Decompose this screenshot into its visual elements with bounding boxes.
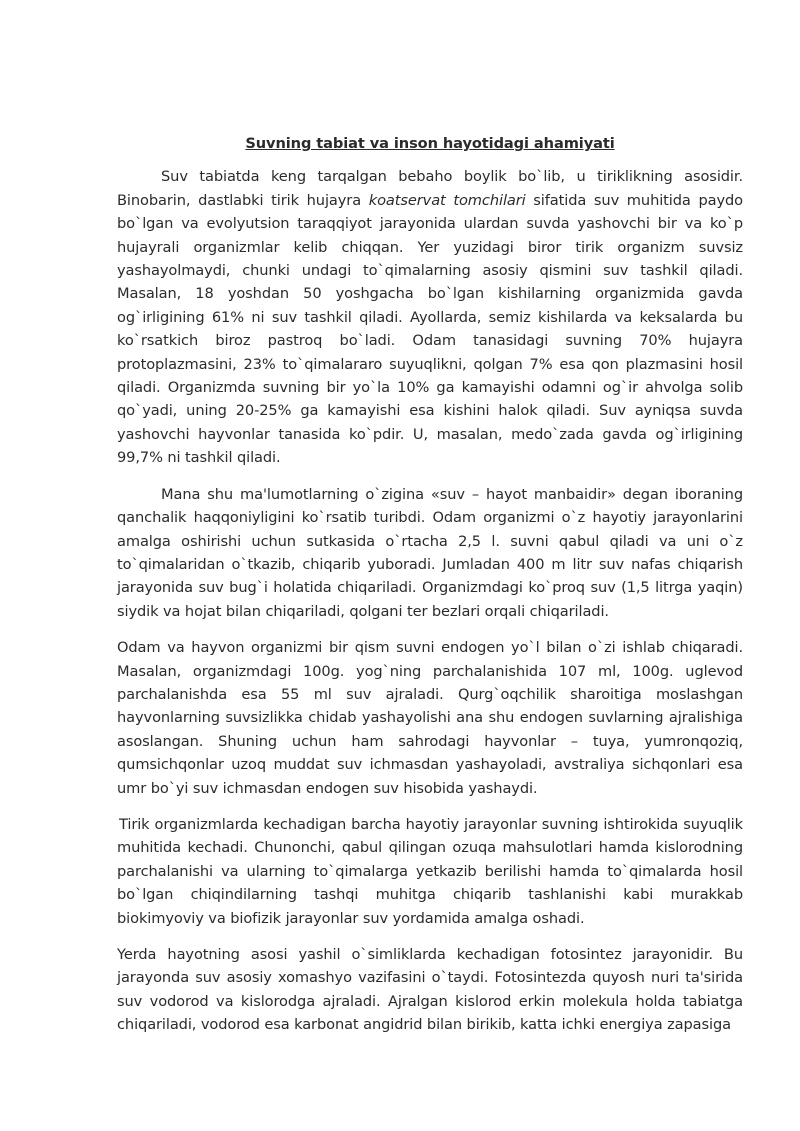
document-page: [117, 132, 743, 1037]
paragraph-1-text-end: sifatida suv muhitida paydo bo`lgan va evolyutsion taraqqiyot jarayonida ulardan suvda yashovchi bir va ko`p hujayrali organizmlar kelib chiqqan. Yer yuzidagi biror tirik organizm suvsiz yashayolmaydi, chunki undagi to`qimalarning asosiy qismini suv tashkil qiladi. Masalan, 18 yoshdan 50 yoshgacha bo`lgan kishilarning organizmida gavda og`irligining 61% ni suv tashkil qiladi. Ayollarda, semiz kishilarda va keksalarda bu ko`rsatkich biroz pastroq bo`ladi. Odam tanasidagi suvning 70% hujayra protoplazmasini, 23% to`qimalararo suyuqlikni, qolgan 7% esa qon plazmasini hosil qiladi. Organizmda suvning bir yo`la 10% ga kamayishi odamni og`ir ahvolga solib qo`yadi, uning 20-25% ga kamayishi esa kishini halok qiladi. Suv ayniqsa suvda yashovchi hayvonlar tanasida ko`pdir. U, masalan, medo`zada gavda og`irligining 99,7% ni tashkil qiladi.: [117, 191, 743, 467]
paragraph-1-text-start: Suv tabiatda keng tarqalgan bebaho boylik bo`lib, u tiriklikning asosidir. Binobarin, dastlabki tirik hujayra: [117, 168, 743, 209]
paragraph-1-italic-term: koatservat tomchilari: [368, 191, 526, 209]
paragraph-1: [117, 165, 743, 469]
paragraph-3: Odam va hayvon organizmi bir qism suvni endogen yo`l bilan o`zi ishlab chiqaradi. Masalan, organizmdagi 100g. yog`ning parchalanishida 107 ml, 100g. uglevod parchalanishda esa 55 ml suv ajraladi. Qurg`oqchilik sharoitiga moslashgan hayvonlarning suvsizlikka chidab yashayolishi ana shu endogen suvlarning ajralishiga asoslangan. Shuning uchun ham sahrodagi hayvonlar – tuya, yumronqoziq, qumsichqonlar uzoq muddat suv ichmasdan yashayoladi, avstraliya sichqonlari esa umr bo`yi suv ichmasdan endogen suv hisobida yashaydi.: [117, 639, 743, 797]
paragraph-4: Tirik organizmlarda kechadigan barcha hayotiy jarayonlar suvning ishtirokida suyuqlik muhitida kechadi. Chunonchi, qabul qilingan ozuqa mahsulotlari hamda kislorodning parchalanishi va ularning to`qimalarga yetkazib berilishi hamda to`qimalarda hosil bo`lgan chiqindilarning tashqi muhitga chiqarib tashlanishi kabi murakkab biokimyoviy va biofizik jarayonlar suv yordamida amalga oshadi.: [117, 815, 743, 927]
document-title: Suvning tabiat va inson hayotidagi ahamiyati: [245, 135, 615, 152]
paragraph-5: Yerda hayotning asosi yashil o`simliklarda kechadigan fotosintez jarayonidir. Bu jarayonda suv asosiy xomashyo vazifasini o`taydi. Fotosintezda quyosh nuri ta'sirida suv vodorod va kislorodga ajraladi. Ajralgan kislorod erkin molekula holda tabiatga chiqariladi, vodorod esa karbonat angidrid bilan birikib, katta ichki energiya zapasiga: [117, 946, 743, 1034]
paragraph-2: Mana shu ma'lumotlarning o`zigina «suv – hayot manbaidir» degan iboraning qanchalik haqqoniyligini ko`rsatib turibdi. Odam organizmi o`z hayotiy jarayonlarini amalga oshirishi uchun sutkasida o`rtacha 2,5 l. suvni qabul qiladi va uni o`z to`qimalaridan o`tkazib, chiqarib yuboradi. Jumladan 400 m litr suv nafas chiqarish jarayonida suv bug`i holatida chiqariladi. Organizmdagi ko`proq suv (1,5 litrga yaqin) siydik va hojat bilan chiqariladi, qolgani ter bezlari orqali chiqariladi.: [117, 485, 743, 620]
